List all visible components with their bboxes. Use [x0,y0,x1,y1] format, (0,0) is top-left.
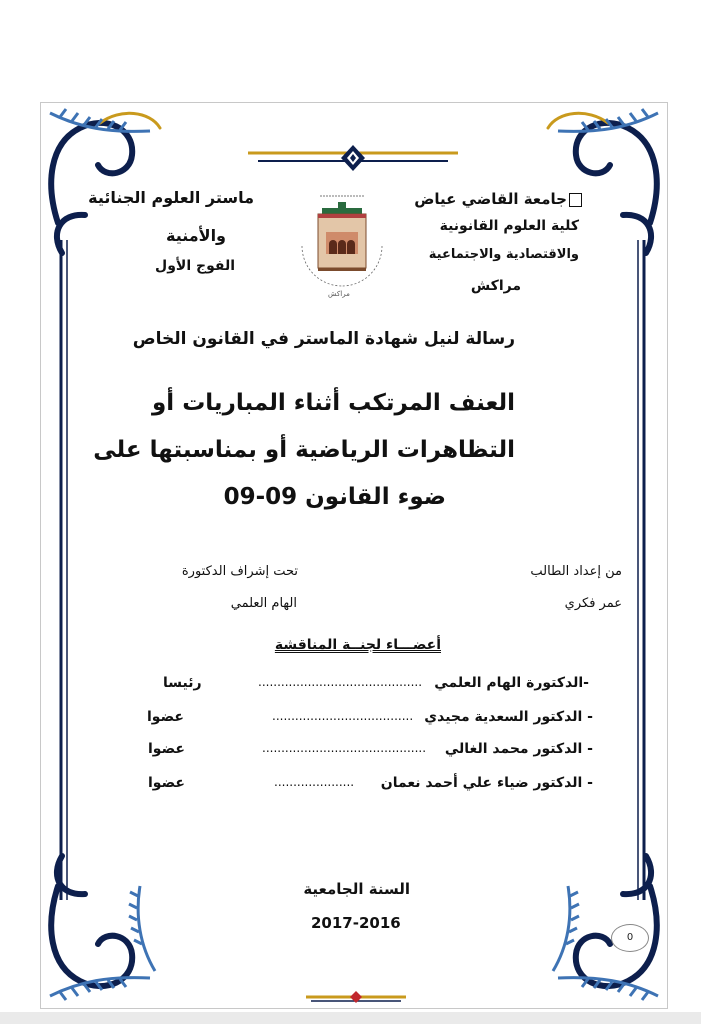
committee-member-name: - الدكتور ضياء علي أحمد نعمان [380,775,593,791]
faculty-name-line1: كلية العلوم القانونية [439,218,579,234]
faculty-name-line2: والاقتصادية والاجتماعية [428,247,579,262]
thesis-title-line2: التظاهرات الرياضية أو بمناسبتها على [93,437,515,463]
side-border-right [630,240,650,900]
thesis-label: رسالة لنيل شهادة الماستر في القانون الخاص [132,329,515,349]
committee-member-role: عضوا [148,775,185,791]
committee-member-role: عضوا [148,741,185,757]
committee-member-role: عضوا [147,709,184,725]
committee-member-dots: ........................................... [262,741,427,755]
committee-member-dots: ..................................... [272,709,414,723]
academic-year-value: 2017-2016 [311,914,401,932]
cohort-label: الفوج الأول [155,258,235,274]
university-name: جامعة القاضي عياض [414,190,582,208]
supervisor-label: تحت إشراف الدكتورة [181,564,298,579]
faculty-logo [292,186,392,306]
top-divider-ornament [248,143,458,173]
academic-year-label: السنة الجامعية [303,880,410,898]
checkbox-glyph [569,193,582,207]
bottom-scroll-strip [0,1012,701,1024]
supervisor-name: الهام العلمي [230,596,297,611]
student-label: من إعداد الطالب [530,564,622,579]
committee-heading: أعضـــاء لجنــة المناقشة [274,637,441,653]
page-number-badge: 0 [611,924,649,952]
committee-member-name: -الدكتورة الهام العلمي [434,675,589,691]
logo-caption: مراكش [328,290,350,298]
committee-member-name: - الدكتور محمد الغالي [444,741,593,757]
bottom-divider-ornament [306,990,406,1004]
committee-member-role: رئيسا [163,675,202,691]
side-border-left [55,240,75,900]
master-program-sub: والأمنية [165,226,226,245]
thesis-title-line1: العنف المرتكب أثناء المباريات أو [152,390,515,416]
committee-member-name: - الدكتور السعدية مجيدي [424,709,593,725]
committee-member-dots: ........................................... [258,675,423,689]
master-program-name: ماستر العلوم الجنائية [88,188,254,207]
thesis-title-line3: ضوء القانون 09-09 [223,484,446,510]
city-name: مراكش [470,278,521,294]
committee-member-dots: ..................... [274,775,355,789]
student-name: عمر فكري [564,596,622,611]
